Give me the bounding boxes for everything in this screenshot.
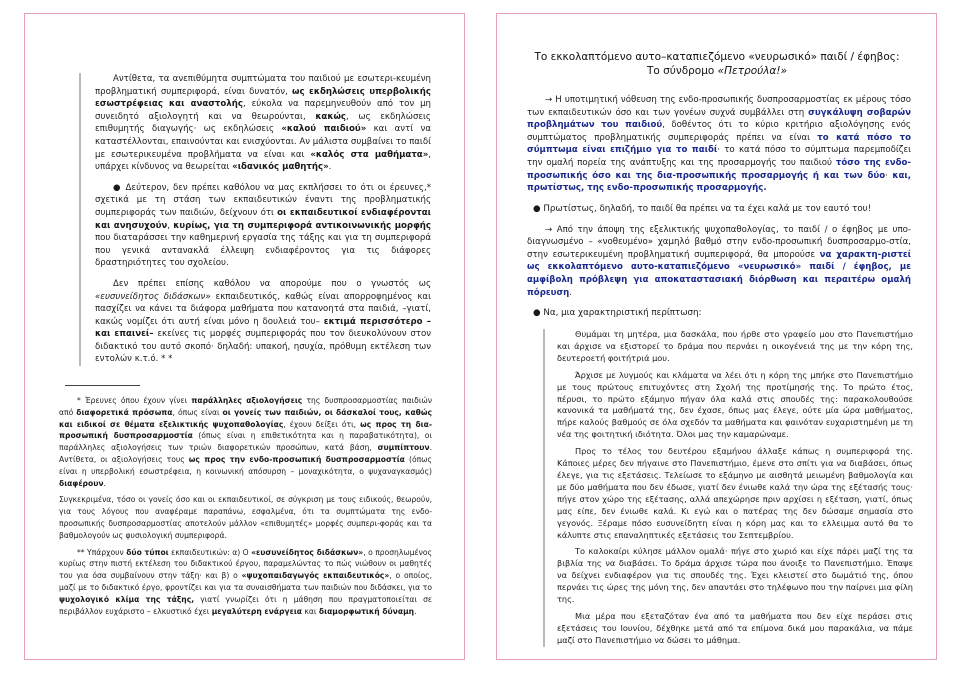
right-page xyxy=(496,13,937,660)
main-text-block xyxy=(79,73,431,366)
bullet-1: ● Πρωτίστως, δηλαδή, το παιδί θα πρέπει να τα έχει καλά με τον εαυτό του! xyxy=(533,203,872,214)
title-line-1: Το εκκολαπτόμενο αυτο–καταπιεζόμενο «νευρωσικό» παιδί / έφηβος: xyxy=(534,51,900,63)
title-line-2: Το σύνδρομο «Πετρούλα!» xyxy=(646,65,788,77)
paragraph-2: ● Δεύτερον, δεν πρέπει καθόλου να μας εκπλήσσει το ότι οι έρευνες,* σχετικά με τη στάση των εκπαιδευτικών έναντι της προβληματικής συμπεριφοράς των παιδιών, δείχνουν ότι οι εκπαιδευτικοί ενδιαφέρονται και ανησυχούν, κυρίως, για τη συμπεριφορά αντικοινωνικής μορφής που διαταράσσει την καθημερινή εργασία της τάξης και για τη συμπεριφορά που γενικά αντανακλά έλλειψη ενδιαφέροντος για τις διάφορες δραστηριότητες του σχολείου. xyxy=(95,182,432,269)
intro-block xyxy=(527,94,911,320)
quote-paragraph-4: Το καλοκαίρι κύλησε μάλλον ομαλά· πήγε στο χωριό και είχε πάρει μαζί της τα βιβλία της να διαβάσει. Το δράμα άρχισε τώρα που άνοιξε το Πανεπιστήμιο. Έπαψε να δείχνει ενδιαφέρον για τις σπουδές της. Έχει κλειστεί στο δωμάτιό της, όπου περνάει τις ώρες της μόνη της, δεν απαντάει στο τηλέφωνο που την παίρνει μια φίλη της. xyxy=(557,546,913,605)
footnote-2: ** Υπάρχουν δύο τύποι εκπαιδευτικών: α) Ο «ευσυνείδητος διδάσκων», ο προσηλωμένος κυρίως στην πιστή εκτέλεση του διδακτικού έργου, παραμελώντας το πώς νιώθουν οι μαθητές του για όσα συμβαίνουν στην τάξη· και β) ο «ψυχοπαιδαγωγός εκπαιδευτικός», ο οποίος, μαζί με το διδακτικό έργο, φροντίζει και για τα συναισθήματα των παιδιών που διδάσκει, για το ψυχολογικό κλίμα της τάξης, γιατί γνωρίζει ότι η μάθηση που πραγματοποιείται σε περιβάλλον ευχάριστο – ελκυστικό έχει μεγαλύτερη ενάργεια και διαμορφωτική δύναμη. xyxy=(59,547,432,616)
paragraph-1: Αντίθετα, τα ανεπιθύμητα συμπτώματα του παιδιού με εσωτερι-κευμένη προβληματική συμπεριφορά, είναι δυνατόν, ως εκδηλώσεις υπερβολικής εσωστρέφειας και αναστολής, εύκολα να παρεμηνευθούν από τον μη συνειδητό αξιολογητή και να θεωρούνται, κακώς, ως εκδηλώσεις επιθυμητής διαγωγής· ως εκδηλώσεις «καλού παιδιού» και αντί να καταστέλλονται, επαινούνται και ενισχύονται. Αν μάλιστα συμβαίνει το παιδί με εσωτερικευμένα προβλήματα να είναι και «καλός στα μαθήματα», υπάρχει κίνδυνος να θεωρείται «ιδανικός μαθητής». xyxy=(95,74,432,173)
case-quote-block xyxy=(543,329,913,647)
section-title xyxy=(527,50,907,78)
paragraph-r2: → Από την άποψη της εξελικτικής ψυχοπαθολογίας, το παιδί / ο έφηβος με υπο-διαγνωσμένο – «νοθευμένο» χαμηλό βαθμό στην ενδο-προσωπική δυσπροσαρμο-στία, στην εσωτερικευμένη προβληματική συμπεριφορά, θα μπορούσε να χαρακτη-ριστεί ως εκκολαπτόμενο αυτο-καταπιεζόμενο «νευρωσικό» παιδί / έφηβος, με αμφίβολη πρόβλεψη για αποκαταστασιακή διόρθωση και περαιτέρω ομαλή πόρευση. xyxy=(527,224,911,298)
quote-paragraph-3: Προς το τέλος του δευτέρου εξαμήνου άλλαξε κάπως η συμπεριφορά της. Κάποιες μέρες δεν πήγαινε στο Πανεπιστήμιο, έμενε στο σπίτι για να διαβάσει, όπως έλεγε, για τις εξετάσεις. Τελείωσε το εξάμηνο με αισθητά μειωμένη βαθμολογία και με δύο μαθήματα που δεν έδωσε, γιατί δεν ένιωθε καλά την ώρα της εξέτασής τους· πήγε στον χώρο της εξέτασης, αλλά απεχώρησε πριν αρχίσει η εξέταση, γιατί, όπως μας είπε, δεν ένιωθε καλά. Κι εγώ και ο πατέρας της δεν δώσαμε σημασία στο γεγονός. Ξέραμε πόσο ευσυνείδητη είναι η κόρη μας και το ελλειμμα αυτό θα το κάλυπτε στις επαναληπτικές εξετάσεις του Σεπτεμβρίου. xyxy=(557,446,913,540)
footnote-1: * Έρευνες όπου έχουν γίνει παράλληλες αξιολογήσεις της δυσπροσαρμοστίας παιδιών από διαφορετικά πρόσωπα, όπως είναι οι γονείς των παιδιών, οι δάσκαλοί τους, καθώς και ειδικοί σε θέματα εξελικτικής ψυχοπαθολογίας, έχουν δείξει ότι, ως προς τη δια-προσωπική δυσπροσαρμοστία (όπως είναι η επιθετικότητα και η παραβατικότητα), οι παράλληλες αξιολογήσεις των τριών διαφορετικών προσώπων, κατά βάση, συμπίπτουν. Αντίθετα, οι αξιολογήσεις τους ως προς την ενδο-προσωπική δυσπροσαρμοστία (όπως είναι η υπερβολική εσωστρέφεια, η κοινωνική απόσυρση – μοναχικότητα, ο ψυχαναγκασμός) διαφέρουν. xyxy=(59,396,432,488)
paragraph-r1: → Η υποτιμητική νόθευση της ενδο-προσωπικής δυσπροσαρμοστίας εκ μέρους τόσο των εκπαιδευτικών όσο και των γονέων συχνά συμβάλλει στη συγκάλυψη σοβαρών προβλημάτων του παιδιού, δοθέντος ότι το κύριο κριτήριο αξιολόγησης ενός συμπτώματος προβληματικής συμπεριφοράς πρέπει να είναι το κατά πόσο το σύμπτωμα είναι επιζήμιο για το παιδί· το κατά πόσο το σύμπτωμα παρεμποδίζει την ομαλή πορεία της ανάπτυξης και της προσαρμογής του παιδιού τόσο της ενδο-προσωπικής όσο και της δια-προσωπικής προσαρμογής ή και των δύο· και, πρωτίστως, της ενδο-προσωπικής προσαρμογής. xyxy=(527,95,911,194)
footnote-separator xyxy=(65,385,140,386)
quote-paragraph-2: Άρχισε με λυγμούς και κλάματα να λέει ότι η κόρη της μπήκε στο Πανεπιστήμιο με τους πρώτους επιτυχόντες στη Σχολή της προτίμησής της. Το πρώτο έτος, πέρυσι, το πρώτο εξάμηνο πήγαν όλα καλά στις σπουδές της: παρακολουθούσε κανονικά τα μαθήματά της, δεν έχασε, όπως μας έλεγε, ούτε μία ώρα μαθήματος, πήρε καλούς βαθμούς σε όλα σχεδόν τα μαθήματα και φαινόταν ευχαριστημένη με τη νέα της φοιτητική ιδιότητα. Όλοι μας την καμαρώναμε. xyxy=(557,369,913,440)
left-page xyxy=(24,13,465,660)
footnotes xyxy=(59,395,432,617)
quote-paragraph-5: Μια μέρα που εξεταζόταν ένα από τα μαθήματα που δεν είχε περάσει στις εξετάσεις του Ιουνίου, δέχθηκε μετά από τα επίμονα δικά μου παρακάλια, να πάμε μαζί στο Πανεπιστήμιο να δώσει το μάθημα. xyxy=(557,610,913,645)
bullet-2: ● Να, μια χαρακτηριστική περίπτωση: xyxy=(533,308,702,319)
paragraph-3: Δεν πρέπει επίσης καθόλου να απορούμε που ο γνωστός ως «ευσυνείδητος διδάσκων» εκπαιδευτικός, καθώς είναι απορροφημένος και πασχίζει να κάνει τα διάφορα μαθήματα που κατανοητά στα παιδιά, –γιατί, κακώς νομίζει ότι αυτή είναι μόνο η δουλειά του– εκτιμά περισσότερο –και επαινεί– εκείνες τις μορφές συμπεριφοράς που τον διευκολύνουν στον διδακτικό του αυτό σκοπό· δηλαδή: υπακοή, ησυχία, πρόθυμη εκτέλεση των εντολών κ.τ.ό. * * xyxy=(95,278,431,365)
footnote-1-cont: Συγκεκριμένα, τόσο οι γονείς όσο και οι εκπαιδευτικοί, σε σύγκριση με τους ειδικούς, θεωρούν, για τους λόγους που αναφέραμε παραπάνω, εσφαλμένα, ότι τα συμπτώματα της ενδο-προσωπικής δυσπροσαρμοστίας αποτελούν μάλλον «επιθυμητές» μορφές συμπερι-φοράς και τα βαθμολογούν ως φυσιολογική συμπεριφορά. xyxy=(59,495,432,540)
quote-paragraph-1: Θυμάμαι τη μητέρα, μια δασκάλα, που ήρθε στο γραφείο μου στο Πανεπιστήμιο και άρχισε να εξιστορεί το δράμα που περνάει η οικογένειά της με την κόρη της, δευτεροετή φοιτήτριά μου. xyxy=(557,329,913,363)
